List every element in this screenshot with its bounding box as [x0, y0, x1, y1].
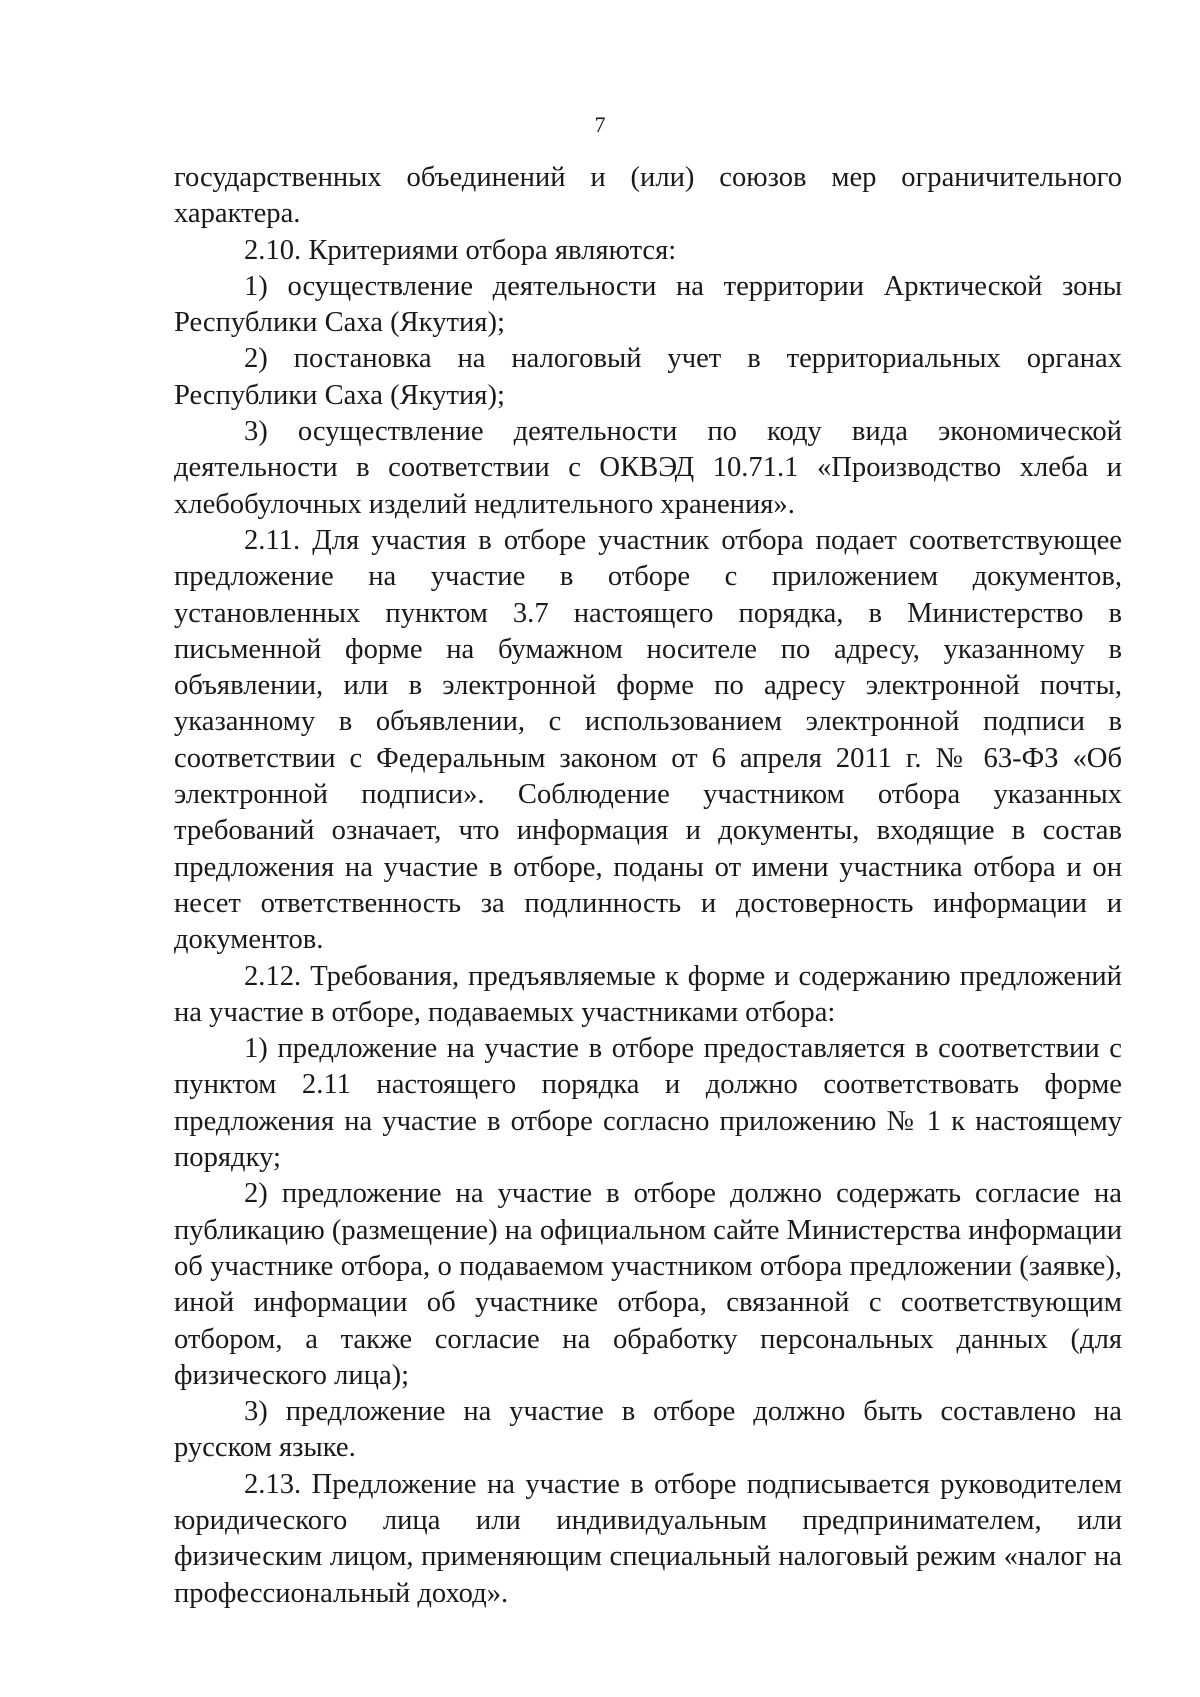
paragraph-2-12-item-3: 3) предложение на участие в отборе должно быть составлено на русском языке.: [174, 1396, 1122, 1464]
paragraph-2-10-item-2: 2) постановка на налоговый учет в территориальных органах Республики Саха (Якутия);: [174, 343, 1122, 411]
paragraph-2-12: 2.12. Требования, предъявляемые к форме и содержанию предложений на участие в отборе, подаваемых участниками отбора:: [174, 960, 1122, 1028]
document-body: [174, 160, 1122, 1612]
paragraph-continuation: государственных объединений и (или) союзов мер ограничительного характера.: [174, 162, 1122, 230]
paragraph-2-12-item-2: 2) предложение на участие в отборе должно содержать согласие на публикацию (размещение) на официальном сайте Министерства информации об участнике отбора, о подаваемом участником отбора предложении (заявке), иной информации об участнике отбора, связанной с соответствующим отбором, а также согласие на обработку персональных данных (для физического лица);: [174, 1178, 1122, 1391]
paragraph-2-11: 2.11. Для участия в отборе участник отбора подает соответствующее предложение на участие в отборе с приложением документов, установленных пунктом 3.7 настоящего порядка, в Министерство в письменной форме на бумажном носителе по адресу, указанному в объявлении, или в электронной форме по адресу электронной почты, указанному в объявлении, с использованием электронной подписи в соответствии с Федеральным законом от 6 апреля 2011 г. № 63-ФЗ «Об электронной подписи». Соблюдение участником отбора указанных требований означает, что информация и документы, входящие в состав предложения на участие в отборе, поданы от имени участника отбора и он несет ответственность за подлинность и достоверность информации и документов.: [174, 524, 1122, 956]
paragraph-2-10: 2.10. Критериями отбора являются:: [244, 234, 677, 266]
paragraph-2-12-item-1: 1) предложение на участие в отборе предоставляется в соответствии с пунктом 2.11 настоящего порядка и должно соответствовать форме предложения на участие в отборе согласно приложению № 1 к настоящему порядку;: [174, 1033, 1122, 1174]
paragraph-2-13: 2.13. Предложение на участие в отборе подписывается руководителем юридического лица или индивидуальным предпринимателем, или физическим лицом, применяющим специальный налоговый режим «налог на профессиональный доход».: [174, 1468, 1122, 1609]
paragraph-2-10-item-1: 1) осуществление деятельности на территории Арктической зоны Республики Саха (Якутия);: [174, 270, 1122, 339]
page-number: 7: [594, 112, 606, 137]
paragraph-2-10-item-3: 3) осуществление деятельности по коду вида экономической деятельности в соответствии с ОКВЭД 10.71.1 «Производство хлеба и хлебобулочных изделий недлительного хранения».: [174, 416, 1122, 520]
